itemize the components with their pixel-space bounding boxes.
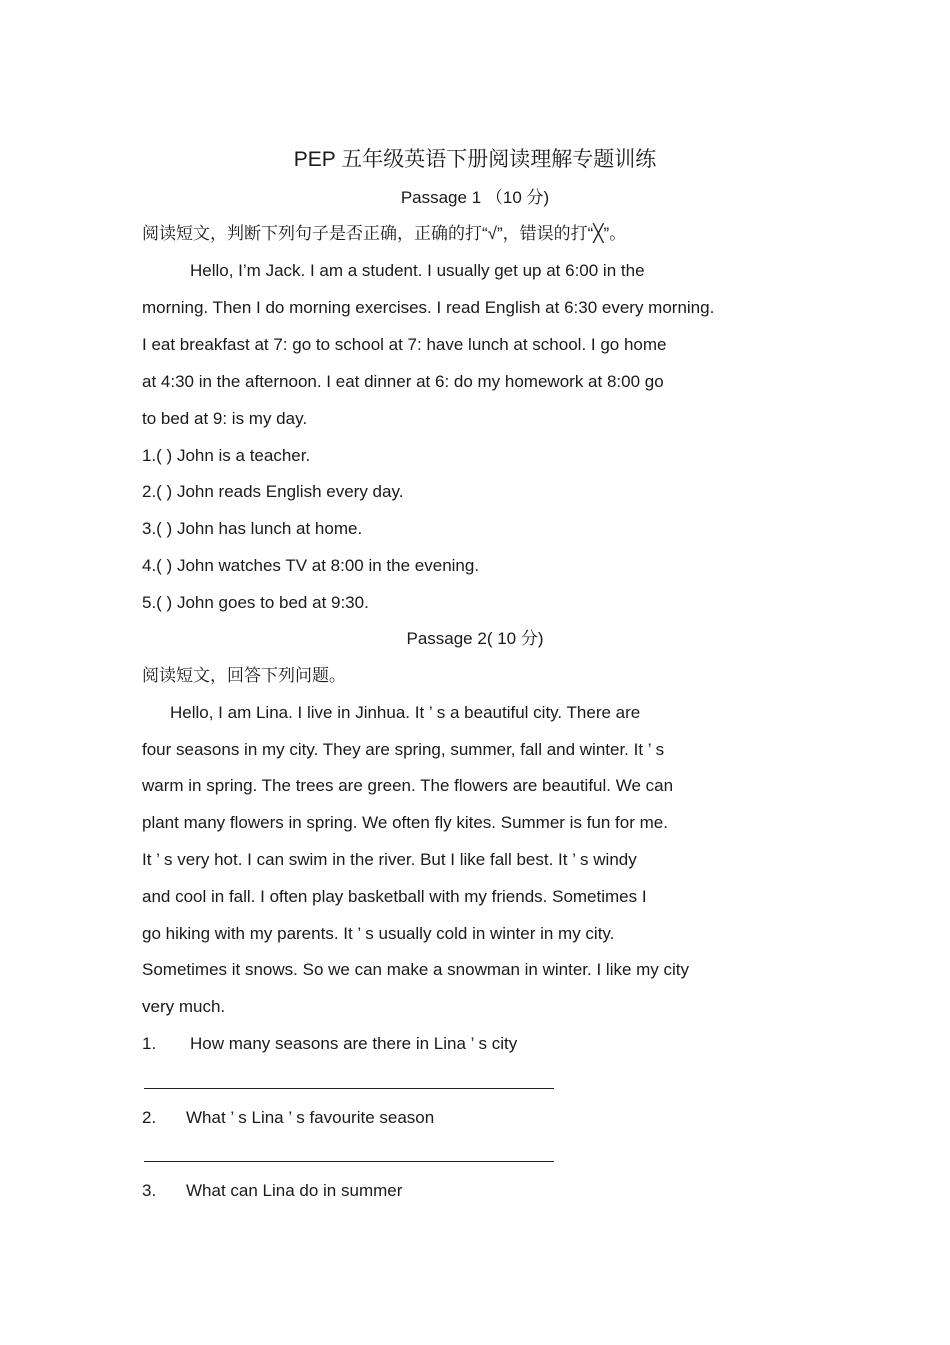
passage-2-line: very much.: [142, 997, 226, 1016]
passage-1-question: 5.( ) John goes to bed at 9:30.: [142, 593, 369, 612]
passage-1-heading: Passage 1 （10 分): [400, 188, 550, 207]
passage-2-line: Sometimes it snows. So we can make a snowman in winter. I like my city: [142, 960, 690, 979]
answer-line[interactable]: [144, 1088, 554, 1089]
passage-2-line: warm in spring. The trees are green. The flowers are beautiful. We can: [142, 776, 674, 795]
passage-2-line: Hello, I am Lina. I live in Jinhua. It ’ s a beautiful city. There are: [170, 703, 641, 722]
passage-2-heading: Passage 2( 10 分): [406, 629, 544, 648]
question-text: What ’ s Lina ’ s favourite season: [186, 1108, 435, 1127]
answer-line[interactable]: [144, 1161, 554, 1162]
passage-1-question: 3.( ) John has lunch at home.: [142, 519, 363, 538]
question-text: What can Lina do in summer: [186, 1181, 403, 1200]
question-number: 1.: [142, 1034, 157, 1053]
question-number: 2.: [142, 1108, 157, 1127]
passage-1-question: 2.( ) John reads English every day.: [142, 482, 404, 501]
passage-1-question: 1.( ) John is a teacher.: [142, 446, 311, 465]
passage-1-question: 4.( ) John watches TV at 8:00 in the evening.: [142, 556, 480, 575]
passage-2-line: and cool in fall. I often play basketball with my friends. Sometimes I: [142, 887, 647, 906]
passage-2-line: four seasons in my city. They are spring, summer, fall and winter. It ’ s: [142, 740, 665, 759]
passage-1-line: Hello, I’m Jack. I am a student. I usually get up at 6:00 in the: [190, 261, 645, 280]
passage-1-line: to bed at 9: is my day.: [142, 409, 308, 428]
passage-2-question: [142, 1033, 517, 1055]
passage-1-line: morning. Then I do morning exercises. I read English at 6:30 every morning.: [142, 298, 715, 317]
question-number: 3.: [142, 1181, 157, 1200]
passage-2-line: plant many flowers in spring. We often fly kites. Summer is fun for me.: [142, 813, 668, 832]
passage-2-question: [142, 1180, 402, 1202]
question-text: How many seasons are there in Lina ’ s city: [190, 1034, 518, 1053]
passage-1-line: at 4:30 in the afternoon. I eat dinner at 6: do my homework at 8:00 go: [142, 372, 664, 391]
passage-1-instruction: 阅读短文，判断下列句子是否正确，正确的打“√”，错误的打“╳”。: [142, 224, 627, 243]
passage-2-line: It ’ s very hot. I can swim in the river. But I like fall best. It ’ s windy: [142, 850, 637, 869]
passage-1-line: I eat breakfast at 7: go to school at 7: have lunch at school. I go home: [142, 335, 667, 354]
page-title: PEP 五年级英语下册阅读理解专题训练: [293, 148, 657, 171]
passage-2-line: go hiking with my parents. It ’ s usually cold in winter in my city.: [142, 924, 615, 943]
passage-2-instruction: 阅读短文，回答下列问题。: [142, 666, 346, 685]
passage-2-question: [142, 1107, 434, 1129]
